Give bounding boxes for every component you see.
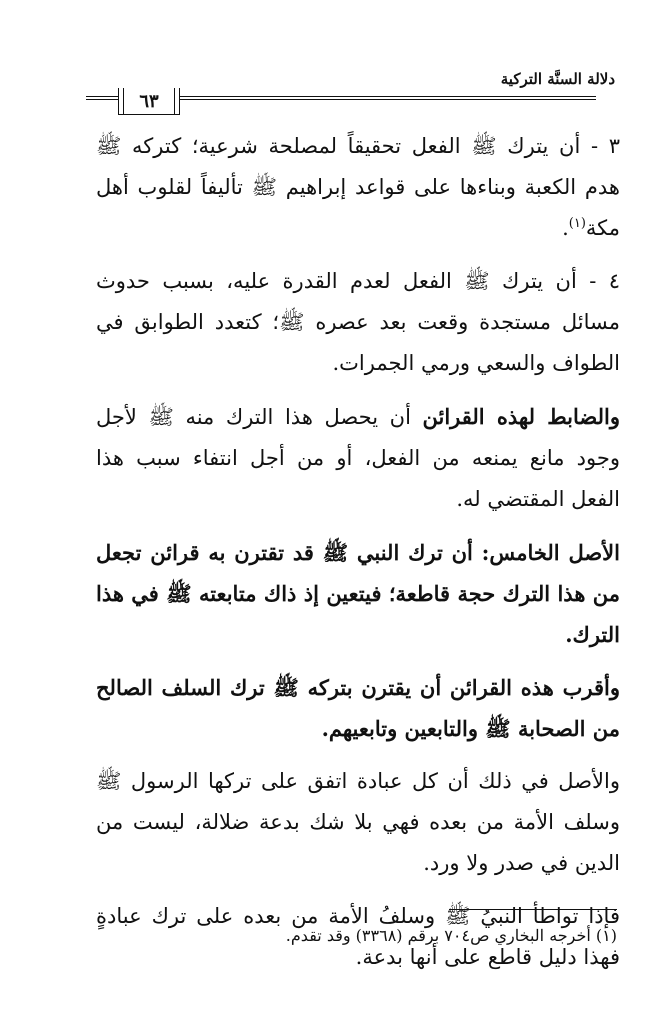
paragraph-4: الأصل الخامس: أن ترك النبي ﷺ قد تقترن به قرائن تجعل من هذا الترك حجة قاطعة؛ فيتعين إذ ذاك متابعته ﷺ في هذا الترك. (96, 540, 620, 647)
paragraph-3-text: أن يحصل هذا الترك منه ﷺ لأجل وجود مانع يمنعه من الفعل، أو من أجل انتفاء سبب هذا الفعل المقتضي له. (96, 405, 620, 511)
paragraph-3 (96, 396, 620, 520)
footnote-ref-1: (١) (568, 216, 586, 231)
paragraph-5: وأقرب هذه القرائن أن يقترن بتركه ﷺ ترك السلف الصالح من الصحابة ﷺ والتابعين وتابعيهم. (96, 675, 620, 741)
paragraph-1-text: ٣ - أن يترك ﷺ الفعل تحقيقاً لمصلحة شرعية؛ كتركه ﷺ هدم الكعبة وبناءها على قواعد إبراهيم ﷺ تأليفاً لقلوب أهل مكة (96, 134, 620, 240)
header-rule-left (86, 96, 118, 100)
paragraph-3-lead: والضابط لهذه القرائن (422, 404, 620, 429)
paragraph-6: والأصل في ذلك أن كل عبادة اتفق على تركها الرسول ﷺ وسلف الأمة من بعده فهي بلا شك بدعة ضلالة، ليست من الدين في صدر ولا ورد. (96, 769, 620, 875)
paragraph-1 (96, 126, 620, 249)
page-number: ٦٣ (139, 90, 159, 112)
page-number-box (118, 88, 180, 115)
footnote-1: (١) أخرجه البخاري ص٧٠٤ برقم (٣٣٦٨) وقد تقدم. (285, 926, 617, 945)
paragraph-7: فإذا تواطأ النبيُ ﷺ وسلفُ الأمة من بعده على ترك عبادةٍ فهذا دليل قاطع على أنها بدعة. (96, 904, 620, 969)
paragraph-2: ٤ - أن يترك ﷺ الفعل لعدم القدرة عليه، بسبب حدوث مسائل مستجدة وقعت بعد عصره ﷺ؛ كتعدد الطوابق في الطواف والسعي ورمي الجمرات. (96, 269, 620, 375)
footnote-separator (449, 909, 617, 910)
paragraph-1-end: . (562, 216, 569, 240)
header-rule-right (180, 96, 596, 100)
running-title: دلالة السنَّة التركية (500, 70, 615, 88)
page-body (96, 126, 620, 990)
